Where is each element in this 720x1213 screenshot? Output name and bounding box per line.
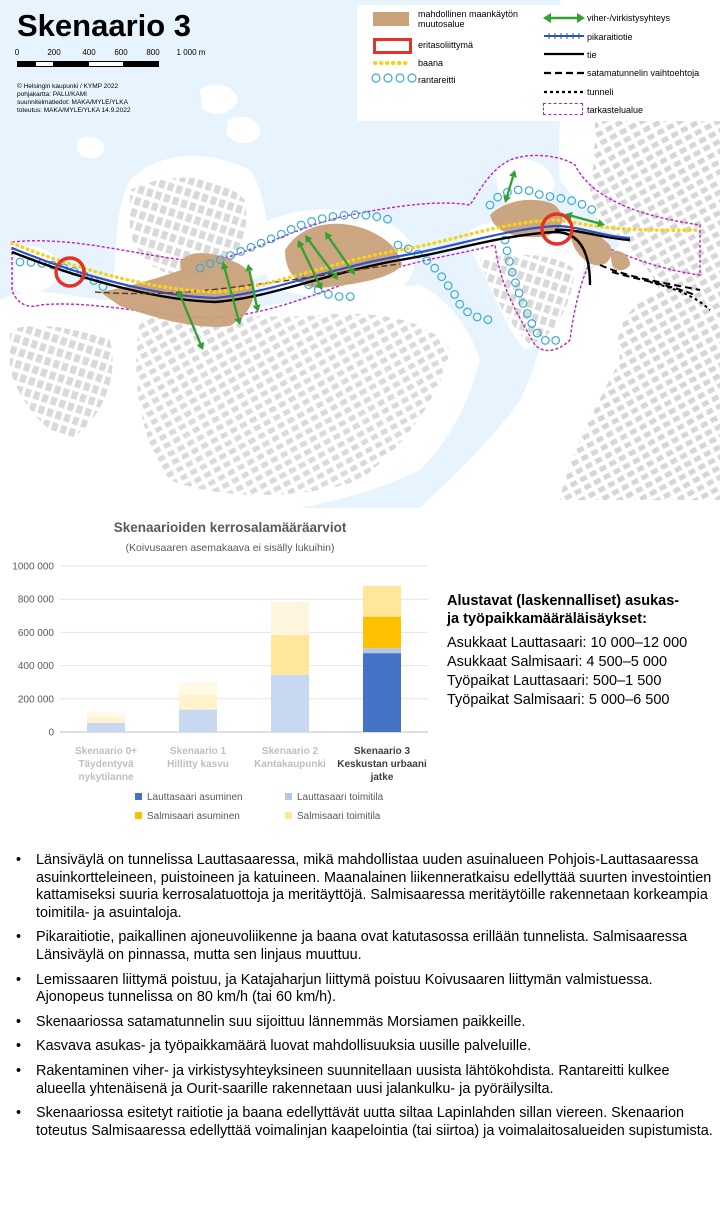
legend-harbour-tunnel: satamatunnelin vaihtoehtoja <box>587 68 700 78</box>
scenario-map <box>0 0 720 508</box>
chart-x-tick-label: nykytilanne <box>78 772 134 783</box>
chart-x-tick-label: Kantakaupunki <box>254 759 326 770</box>
chart-bar-segment <box>87 718 125 723</box>
bullet-item: • Kasvava asukas- ja työpaikkamäärä luovat mahdollisuuksia uusille palveluille. <box>14 1038 714 1056</box>
bullet-item: • Skenaariossa satamatunnelin suu sijoittuu lännemmäs Morsiamen paikkeille. <box>14 1014 714 1032</box>
scenario-description-list <box>14 852 714 1147</box>
bullet-item: • Pikaraitiotie, paikallinen ajoneuvoliikenne ja baana ovat katutasossa erillään tunnelista. Salmisaaressa Länsiväylä on pinnassa, mutta sen linjaus muuttuu. <box>14 929 714 964</box>
tunnel-swatch <box>543 88 585 96</box>
chart-x-tick-label: Skenaario 1 <box>169 746 227 757</box>
chart-legend-swatch <box>285 812 292 819</box>
chart-x-tick-label: jatke <box>370 772 394 783</box>
study-area-swatch <box>543 103 583 115</box>
scale-bar <box>14 44 207 74</box>
legend-road: tie <box>587 50 597 60</box>
chart-x-tick-label: Skenaario 3 <box>353 746 411 757</box>
legend-baana: baana <box>418 58 444 68</box>
chart-bar-segment <box>271 675 309 732</box>
legend-study-area: tarkastelualue <box>587 105 644 115</box>
chart-bar-segment <box>363 586 401 617</box>
chart-bars <box>87 586 401 732</box>
shore-route-swatch <box>371 71 417 85</box>
chart-legend-label: Salmisaari toimitila <box>297 811 381 822</box>
chart-legend-swatch <box>135 812 142 819</box>
chart-bar-segment <box>363 617 401 649</box>
chart-legend <box>135 792 384 822</box>
chart-y-axis <box>12 562 54 739</box>
legend-tram: pikaraitiotie <box>587 32 633 42</box>
chart-x-tick-label: Täydentyvä <box>78 759 134 770</box>
chart-x-tick-label: Hillitty kasvu <box>167 759 229 770</box>
chart-bar-segment <box>271 635 309 675</box>
chart-bar-segment <box>87 723 125 732</box>
estimates-title: ja työpaikkamääräläisäykset: <box>447 611 647 627</box>
scale-label: 1 000 m <box>176 48 206 57</box>
legend-green-link: viher-/virkistysyhteys <box>587 13 671 23</box>
estimate-row: Asukkaat Lauttasaari: 10 000–12 000 <box>447 635 688 651</box>
population-estimates <box>447 592 719 710</box>
chart-x-tick-label: Skenaario 2 <box>261 746 319 757</box>
chart-y-tick-label: 0 <box>48 727 54 739</box>
map-credits <box>17 83 130 115</box>
green-link-swatch <box>543 12 585 24</box>
legend-interchange: eritasoliittymä <box>418 40 474 50</box>
chart-x-tick-label: Skenaario 0+ <box>75 746 137 757</box>
credit-line: toteutus: MAKA/MYLE/YLKA 14.9.2022 <box>17 107 131 114</box>
chart-y-tick-label: 600 000 <box>17 627 54 639</box>
chart-bar-segment <box>179 710 217 732</box>
chart-bar-segment <box>179 695 217 710</box>
chart-subtitle: (Koivusaaren asemakaava ei sisälly lukuihin) <box>125 542 335 554</box>
chart-legend-label: Lauttasaari toimitila <box>297 792 384 803</box>
chart-title: Skenaarioiden kerrosalamääräarviot <box>113 520 347 535</box>
harbour-tunnel-swatch <box>543 69 585 77</box>
tram-swatch <box>543 31 585 41</box>
road-swatch <box>543 50 585 58</box>
chart-bar-segment <box>271 602 309 635</box>
map-legend <box>357 5 720 121</box>
map-title: Skenaario 3 <box>17 8 192 43</box>
scale-label: 600 <box>114 48 128 57</box>
chart-y-tick-label: 200 000 <box>17 694 54 706</box>
interchange-swatch <box>373 38 412 54</box>
scale-label: 0 <box>14 48 20 57</box>
scale-label: 200 <box>47 48 61 57</box>
legend-shore-route: rantareitti <box>418 75 456 85</box>
chart-legend-label: Lauttasaari asuminen <box>147 792 243 803</box>
baana-swatch <box>373 58 413 68</box>
chart-x-axis <box>75 746 427 783</box>
chart-bar-segment <box>363 653 401 732</box>
chart-y-tick-label: 1000 000 <box>12 561 54 573</box>
chart-y-tick-label: 400 000 <box>17 661 54 673</box>
estimates-title: Alustavat (laskennalliset) asukas- <box>447 593 680 609</box>
chart-y-tick-label: 800 000 <box>17 594 54 606</box>
bullet-item: • Länsiväylä on tunnelissa Lauttasaaressa, mikä mahdollistaa uuden asuinalueen Pohjois-Lauttasaaressa asuinkortteleineen, puistoineen ja katuineen. Maanalainen liikenneratkaisu edellyttää suurten investointien kattamiseksi suuria kerrosalatuottoja ja meritäyttöjä. Salmisaaressa meritäytöille rakennetaan korkeampia toimitila- ja asuintaloja. <box>14 852 714 922</box>
scale-label: 800 <box>146 48 160 57</box>
legend-land-use: mahdollinen maankäytön muutosalue <box>418 9 519 29</box>
credit-line: suunnitelmatiedot: MAKA/MYLE/YLKA <box>17 99 128 106</box>
chart-legend-swatch <box>285 793 292 800</box>
chart-x-tick-label: Keskustan urbaani <box>337 759 427 770</box>
estimate-row: Työpaikat Lauttasaari: 500–1 500 <box>447 673 662 689</box>
bullet-item: • Lemissaaren liittymä poistuu, ja Katajaharjun liittymä poistuu Koivusaaren liittymän valmistuessa. Ajonopeus tunnelissa on 80 km/h (tai 60 km/h). <box>14 972 714 1007</box>
chart-legend-label: Salmisaari asuminen <box>147 811 240 822</box>
credit-line: © Helsingin kaupunki / KYMP 2022 <box>17 83 119 90</box>
scale-label: 400 <box>82 48 96 57</box>
legend-tunnel: tunneli <box>587 87 614 97</box>
estimate-row: Asukkaat Salmisaari: 4 500–5 000 <box>447 654 668 670</box>
credit-line: pohjakartta: PALU/KAMI <box>17 91 87 98</box>
chart-bar-segment <box>363 648 401 653</box>
chart-legend-swatch <box>135 793 142 800</box>
chart-bar-segment <box>87 712 125 718</box>
chart-bar-segment <box>179 683 217 695</box>
bullet-item: • Skenaariossa esitetyt raitiotie ja baana edellyttävät uutta siltaa Lapinlahden sillan viereen. Skenaarion toteutus Salmisaaressa edellyttää voimalinjan kaapelointia (tai siirtoa) ja voimalaitosalueiden supistumista. <box>14 1105 714 1140</box>
land-use-swatch <box>373 12 409 26</box>
bullet-item: • Rakentaminen viher- ja virkistysyhteyksineen suunnitellaan uusista lähtökohdista. Rantareitti kulkee alueella yhtenäisenä ja Ourit-saarille rakennetaan uusi jalankulku- ja pyöräilysilta. <box>14 1063 714 1098</box>
estimate-row: Työpaikat Salmisaari: 5 000–6 500 <box>447 692 670 708</box>
